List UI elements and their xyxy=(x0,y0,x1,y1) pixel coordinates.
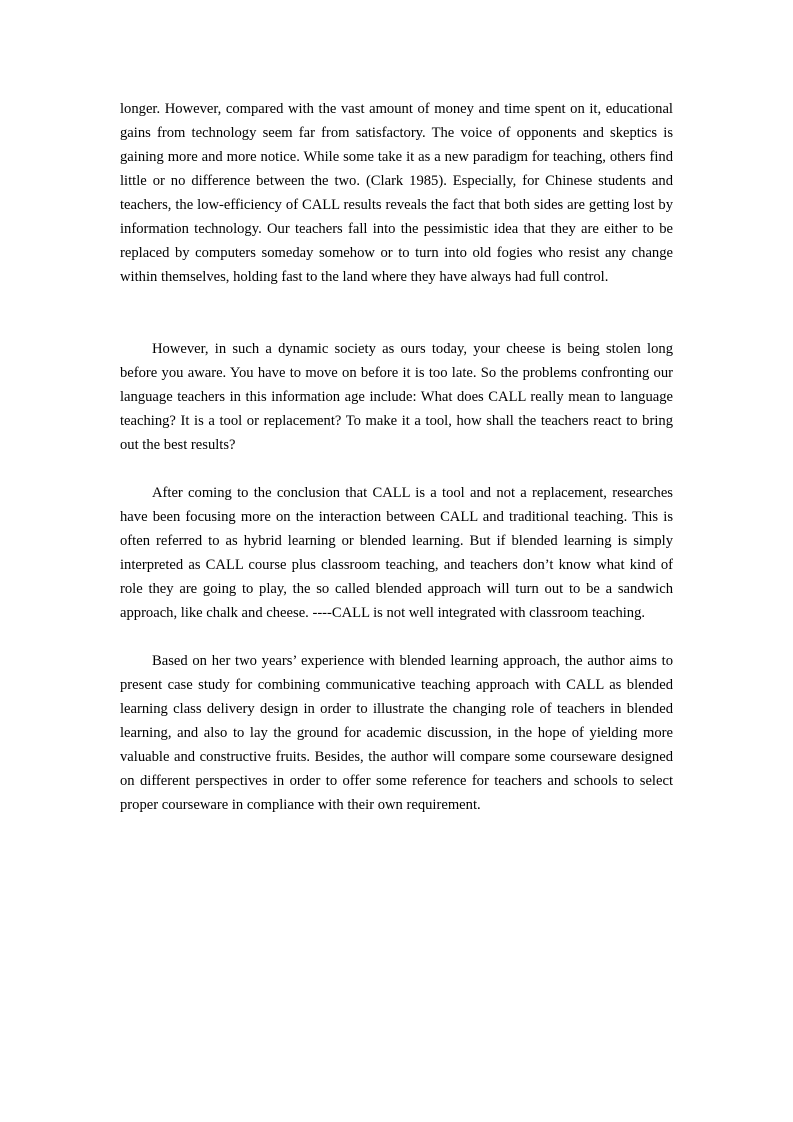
document-page xyxy=(120,97,673,817)
paragraph-3: After coming to the conclusion that CALL is a tool and not a replacement, researches have been focusing more on the interaction between CALL and traditional teaching. This is often referred to as hybrid learning or blended learning. But if blended learning is simply interpreted as CALL course plus classroom teaching, and teachers don’t know what kind of role they are going to play, the so called blended approach will turn out to be a sandwich approach, like chalk and cheese. ----CALL is not well integrated with classroom teaching. xyxy=(120,485,673,621)
paragraph-2: However, in such a dynamic society as ours today, your cheese is being stolen long before you aware. You have to move on before it is too late. So the problems confronting our language teachers in this information age include: What does CALL really mean to language teaching? It is a tool or replacement? To make it a tool, how shall the teachers react to bring out the best results? xyxy=(120,341,673,453)
paragraph-1: longer. However, compared with the vast amount of money and time spent on it, educational gains from technology seem far from satisfactory. The voice of opponents and skeptics is gaining more and more notice. While some take it as a new paradigm for teaching, others find little or no difference between the two. (Clark 1985). Especially, for Chinese students and teachers, the low-efficiency of CALL results reveals the fact that both sides are getting lost by information technology. Our teachers fall into the pessimistic idea that they are either to be replaced by computers someday somehow or to turn into old fogies who resist any change within themselves, holding fast to the land where they have always had full control. xyxy=(120,101,673,285)
paragraph-4: Based on her two years’ experience with blended learning approach, the author aims to present case study for combining communicative teaching approach with CALL as blended learning class delivery design in order to illustrate the changing role of teachers in blended learning, and also to lay the ground for academic discussion, in the hope of yielding more valuable and constructive fruits. Besides, the author will compare some courseware designed on different perspectives in order to offer some reference for teachers and schools to select proper courseware in compliance with their own requirement. xyxy=(120,653,673,813)
